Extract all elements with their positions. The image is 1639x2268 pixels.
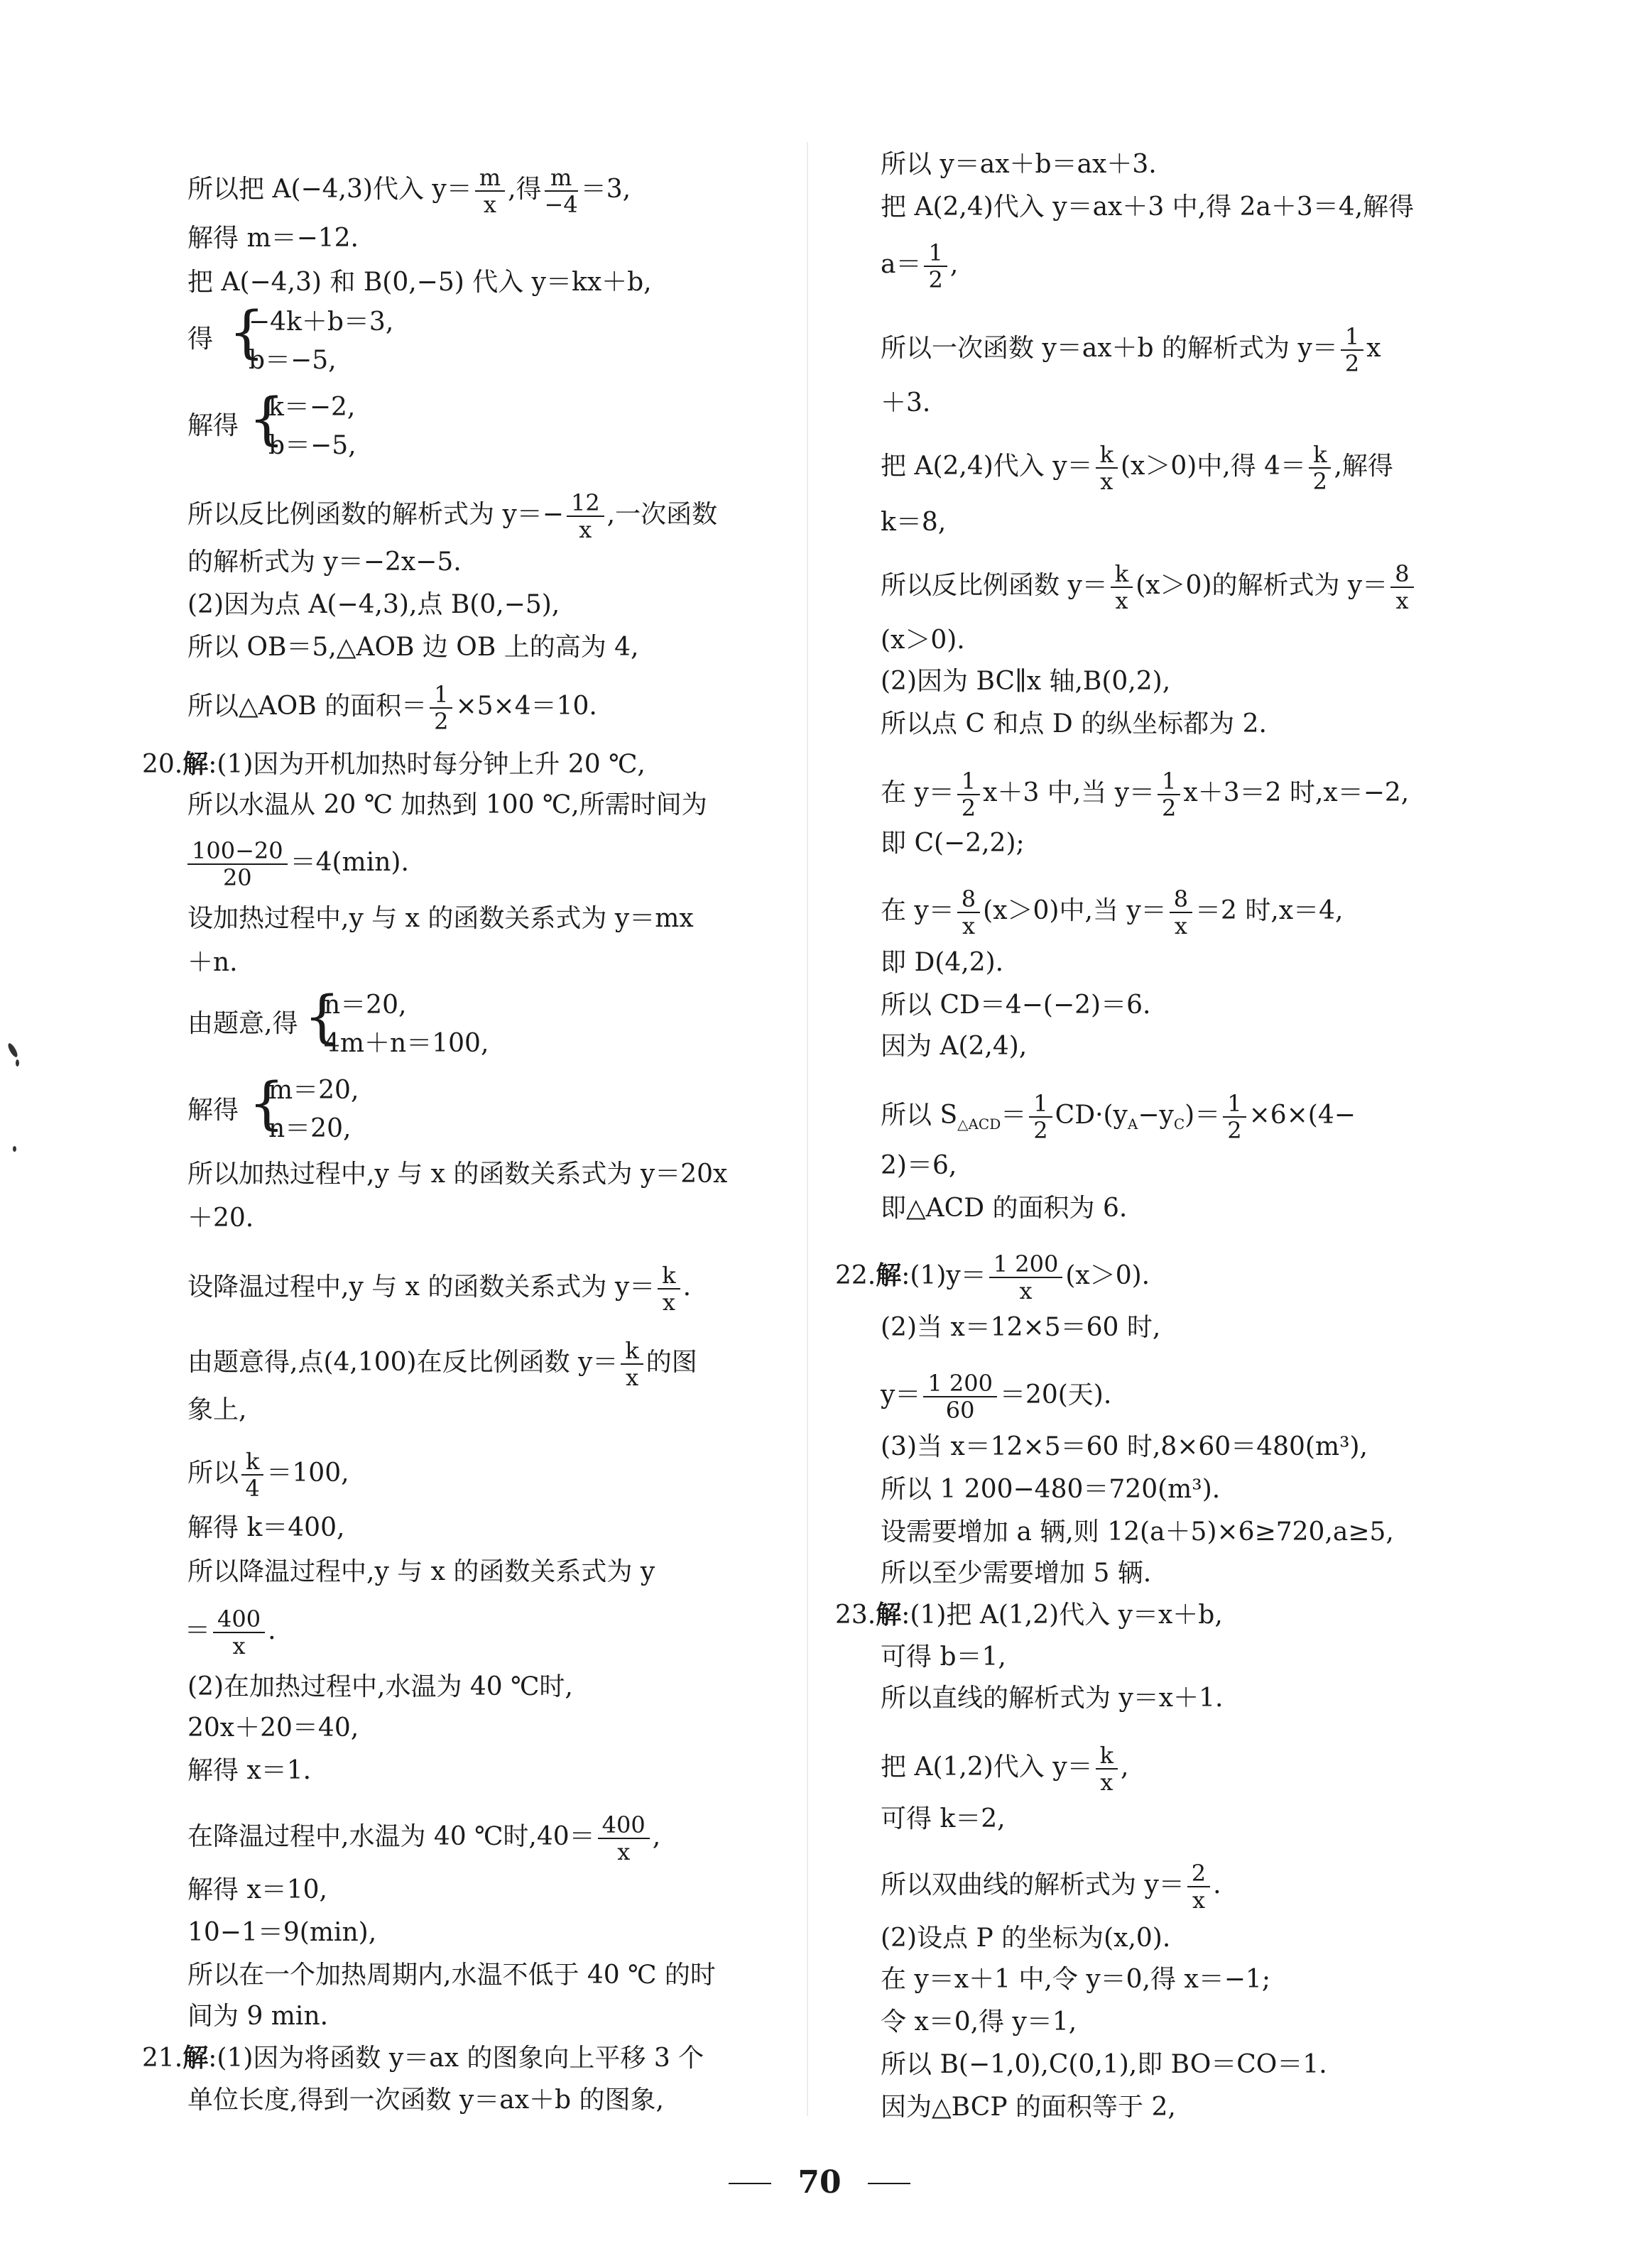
text-line: 把 A(1,2)代入 y＝ $\frac{k}{x}$ , [881,1742,1129,1796]
brace-icon: { [304,983,340,1050]
brace-icon: { [249,386,285,452]
footer-dash-right [868,2183,910,2184]
page-number: 70 [797,2164,842,2201]
column-divider [807,142,808,2116]
text-line: a＝ $\frac{1}{2}$ , [881,239,959,293]
fraction: $\frac{100-20}{20}$ [187,838,288,890]
fraction: $\frac{2}{x}$ [1187,1860,1210,1913]
text-line: 所以一次函数 y＝ax＋b 的解析式为 y＝ $\frac{1}{2}$ x [881,323,1381,377]
question-20-line: 20.解:(1)因为开机加热时每分钟上升 20 ℃, [142,749,646,779]
text-line: 令 x＝0,得 y＝1, [881,2007,1077,2037]
system-line: b＝−5, [249,346,337,375]
right-column [810,0,1639,2268]
text-line: y＝ $\frac{1 200}{60}$ ＝20(天). [881,1370,1112,1424]
text-line: 所以在一个加热周期内,水温不低于 40 ℃ 的时 [187,1961,716,1990]
fraction: $\frac{1}{2}$ [1029,1091,1052,1143]
fraction: $\frac{1 200}{x}$ [989,1251,1063,1304]
solution-label: 解 [183,2043,209,2073]
text-line: 把 A(2,4)代入 y＝ $\frac{k}{x}$ (x＞0)中,得 4＝ $\frac{k}{2}$ ,解得 [881,441,1393,495]
text-line: (2)在加热过程中,水温为 40 ℃时, [187,1672,573,1701]
text-line: 因为 A(2,4), [881,1032,1028,1061]
solution-label: 解 [183,749,209,779]
fraction: $\frac{8}{x}$ [1390,561,1413,614]
text-line: 所以 B(−1,0),C(0,1),即 BO＝CO＝1. [881,2050,1327,2079]
fraction: $\frac{k}{x}$ [1096,1743,1118,1795]
system-line: k＝−2, [268,393,356,422]
text-line: 所以 $S_{\triangle ACD}=$ $\frac{1}{2}$ $CD\cdot(y_A-y_C)=$ $\frac{1}{2}$ ×6×(4− [881,1090,1356,1144]
text-line: (2)当 x＝12×5＝60 时, [881,1313,1161,1342]
text-line: 所以反比例函数 y＝ $\frac{k}{x}$ (x＞0)的解析式为 y＝ $\frac{8}{x}$ [881,561,1417,614]
text-line: 所以反比例函数的解析式为 y＝− $\frac{12}{x}$ ,一次函数 [187,489,718,543]
brace-icon: { [229,299,265,365]
fraction: $\frac{k}{x}$ [658,1263,680,1315]
text-line: 在 y＝ $\frac{8}{x}$ (x＞0)中,当 y＝ $\frac{8}{x}$ ＝2 时,x＝4, [881,885,1344,939]
text-line: 由题意,得 [187,1009,298,1038]
text-line: (2)因为 BC∥x 轴,B(0,2), [881,667,1171,696]
text-line: ＋3. [881,388,931,418]
text-line: 可得 b＝1, [881,1642,1006,1672]
fraction: $\frac{8}{x}$ [957,886,980,939]
text-line: ＋n. [187,948,238,977]
text-line: $\frac{100-20}{20}$ ＝4(min). [185,838,409,890]
left-column [0,0,810,2268]
text-line: ＋20. [187,1204,254,1233]
text-line: 所以点 C 和点 D 的纵坐标都为 2. [881,709,1267,738]
text-line: 由题意得,点(4,100)在反比例函数 y＝ $\frac{k}{x}$ 的图 [187,1337,697,1391]
scan-mark [6,1042,19,1058]
text-line: 可得 k＝2, [881,1804,1006,1833]
text-line: 得 [187,325,214,354]
text-line: 解得 x＝10, [187,1875,327,1904]
text-line: 在 y＝ $\frac{1}{2}$ x＋3 中,当 y＝ $\frac{1}{2}$ x＋3＝2 时,x＝−2, [881,768,1410,822]
text-line: (2)设点 P 的坐标为(x,0). [881,1924,1171,1953]
text-line: 20x＋20＝40, [187,1713,359,1743]
text-line: 所以 1 200−480＝720(m³). [881,1475,1221,1504]
brace-icon: { [249,1070,285,1136]
fraction: $\frac{k}{x}$ [621,1338,643,1390]
fraction: $\frac{m}{-4}$ [544,164,578,218]
fraction: $\frac{1}{2}$ [1341,324,1363,376]
text-line: 10−1＝9(min), [187,1918,377,1947]
text-line: 间为 9 min. [187,2002,329,2031]
text-line: 把 A(2,4)代入 y＝ax＋3 中,得 2a＋3＝4,解得 [881,192,1415,222]
text-line: (x＞0). [881,626,965,655]
text-line: 因为△BCP 的面积等于 2, [881,2093,1176,2122]
fraction: $\frac{1 200}{60}$ [923,1370,997,1423]
text-line: 所以双曲线的解析式为 y＝ $\frac{2}{x}$ . [881,1860,1221,1914]
text-line: 所以加热过程中,y 与 x 的函数关系式为 y＝20x [187,1160,728,1189]
fraction: $\frac{12}{x}$ [567,490,604,543]
text-line: 所以把 A(−4,3)代入 y＝ $\frac{m}{x}$ ,得 $\frac{m}{-4}$ ＝3, [187,164,631,218]
text-line: 的解析式为 y＝−2x−5. [187,547,462,577]
text-line: 设需要增加 a 辆,则 12(a＋5)×6≥720,a≥5, [881,1517,1394,1547]
fraction: $\frac{8}{x}$ [1170,886,1192,939]
fraction: $\frac{1}{2}$ [957,768,980,821]
solution-label: 解 [876,1260,902,1290]
fraction: $\frac{1}{2}$ [1158,768,1180,821]
fraction: $\frac{1}{2}$ [924,240,947,293]
text-line: 所以至少需要增加 5 辆. [881,1559,1152,1588]
system-line: m＝20, [268,1076,359,1105]
system-line: n＝20, [324,991,407,1020]
text-line: 所以直线的解析式为 y＝x＋1. [881,1684,1224,1713]
fraction: $\frac{m}{x}$ [475,165,505,217]
scan-mark [13,1146,16,1152]
scan-mark [16,1059,19,1067]
fraction: $\frac{k}{4}$ [241,1449,263,1501]
text-line: ＝ $\frac{400}{x}$ . [185,1605,276,1659]
text-line: 所以 $\frac{k}{4}$ ＝100, [187,1448,349,1502]
text-line: 即△ACD 的面积为 6. [881,1194,1128,1223]
question-number: 20. [142,750,183,779]
system-line: b＝−5, [268,431,356,460]
fraction: $\frac{k}{2}$ [1309,442,1331,494]
solution-label: 解 [876,1600,902,1630]
question-number: 21. [142,2044,183,2073]
text-line: 解得 [187,411,239,440]
text-line: 解得 x＝1. [187,1756,312,1785]
text-line: 即 C(−2,2); [881,829,1025,858]
text-line: 所以△AOB 的面积＝ $\frac{1}{2}$ ×5×4＝10. [187,681,597,735]
text-line: 所以 CD＝4−(−2)＝6. [881,991,1151,1020]
text-line: 解得 [187,1096,239,1125]
text-line: 设加热过程中,y 与 x 的函数关系式为 y＝mx [187,904,694,933]
text-line: 所以水温从 20 ℃ 加热到 100 ℃,所需时间为 [187,790,707,819]
question-number: 23. [835,1601,876,1630]
fraction: $\frac{k}{x}$ [1096,442,1118,494]
system-line: n＝20, [268,1114,352,1143]
text-line: 把 A(−4,3) 和 B(0,−5) 代入 y＝kx＋b, [187,268,652,297]
fraction: $\frac{400}{x}$ [598,1812,650,1865]
text-line: 设降温过程中,y 与 x 的函数关系式为 y＝ $\frac{k}{x}$ . [187,1262,692,1316]
text-line: 解得 m＝−12. [187,224,359,253]
text-line: 在 y＝x＋1 中,令 y＝0,得 x＝−1; [881,1965,1270,1994]
text-line: 即 D(4,2). [881,948,1004,977]
fraction: $\frac{1}{2}$ [1223,1091,1246,1143]
question-22-line: 22.解:(1)y＝ $\frac{1 200}{x}$ (x＞0). [835,1250,1150,1304]
system-line: 4m＋n＝100, [324,1029,489,1058]
text-line: 所以降温过程中,y 与 x 的函数关系式为 y [187,1557,655,1586]
text-line: 所以 OB＝5,△AOB 边 OB 上的高为 4, [187,633,639,662]
question-number: 22. [835,1261,876,1290]
system-line: −4k＋b＝3, [249,307,394,337]
text-line: 单位长度,得到一次函数 y＝ax＋b 的图象, [187,2086,664,2115]
question-23-line: 23.解:(1)把 A(1,2)代入 y＝x＋b, [835,1600,1223,1630]
text-line: 所以 y＝ax＋b＝ax＋3. [881,150,1157,179]
text-line: (2)因为点 A(−4,3),点 B(0,−5), [187,590,560,619]
fraction: $\frac{400}{x}$ [213,1606,265,1659]
text-line: 2)＝6, [881,1151,957,1180]
text-line: 在降温过程中,水温为 40 ℃时,40＝ $\frac{400}{x}$ , [187,1811,661,1865]
question-21-line: 21.解:(1)因为将函数 y＝ax 的图象向上平移 3 个 [142,2043,704,2073]
text-line: 象上, [187,1395,247,1424]
text-line: 解得 k＝400, [187,1513,345,1542]
fraction: $\frac{1}{2}$ [430,682,452,734]
text-line: (3)当 x＝12×5＝60 时,8×60＝480(m³), [881,1432,1368,1461]
fraction: $\frac{k}{x}$ [1111,561,1133,614]
text-line: k＝8, [881,508,947,537]
